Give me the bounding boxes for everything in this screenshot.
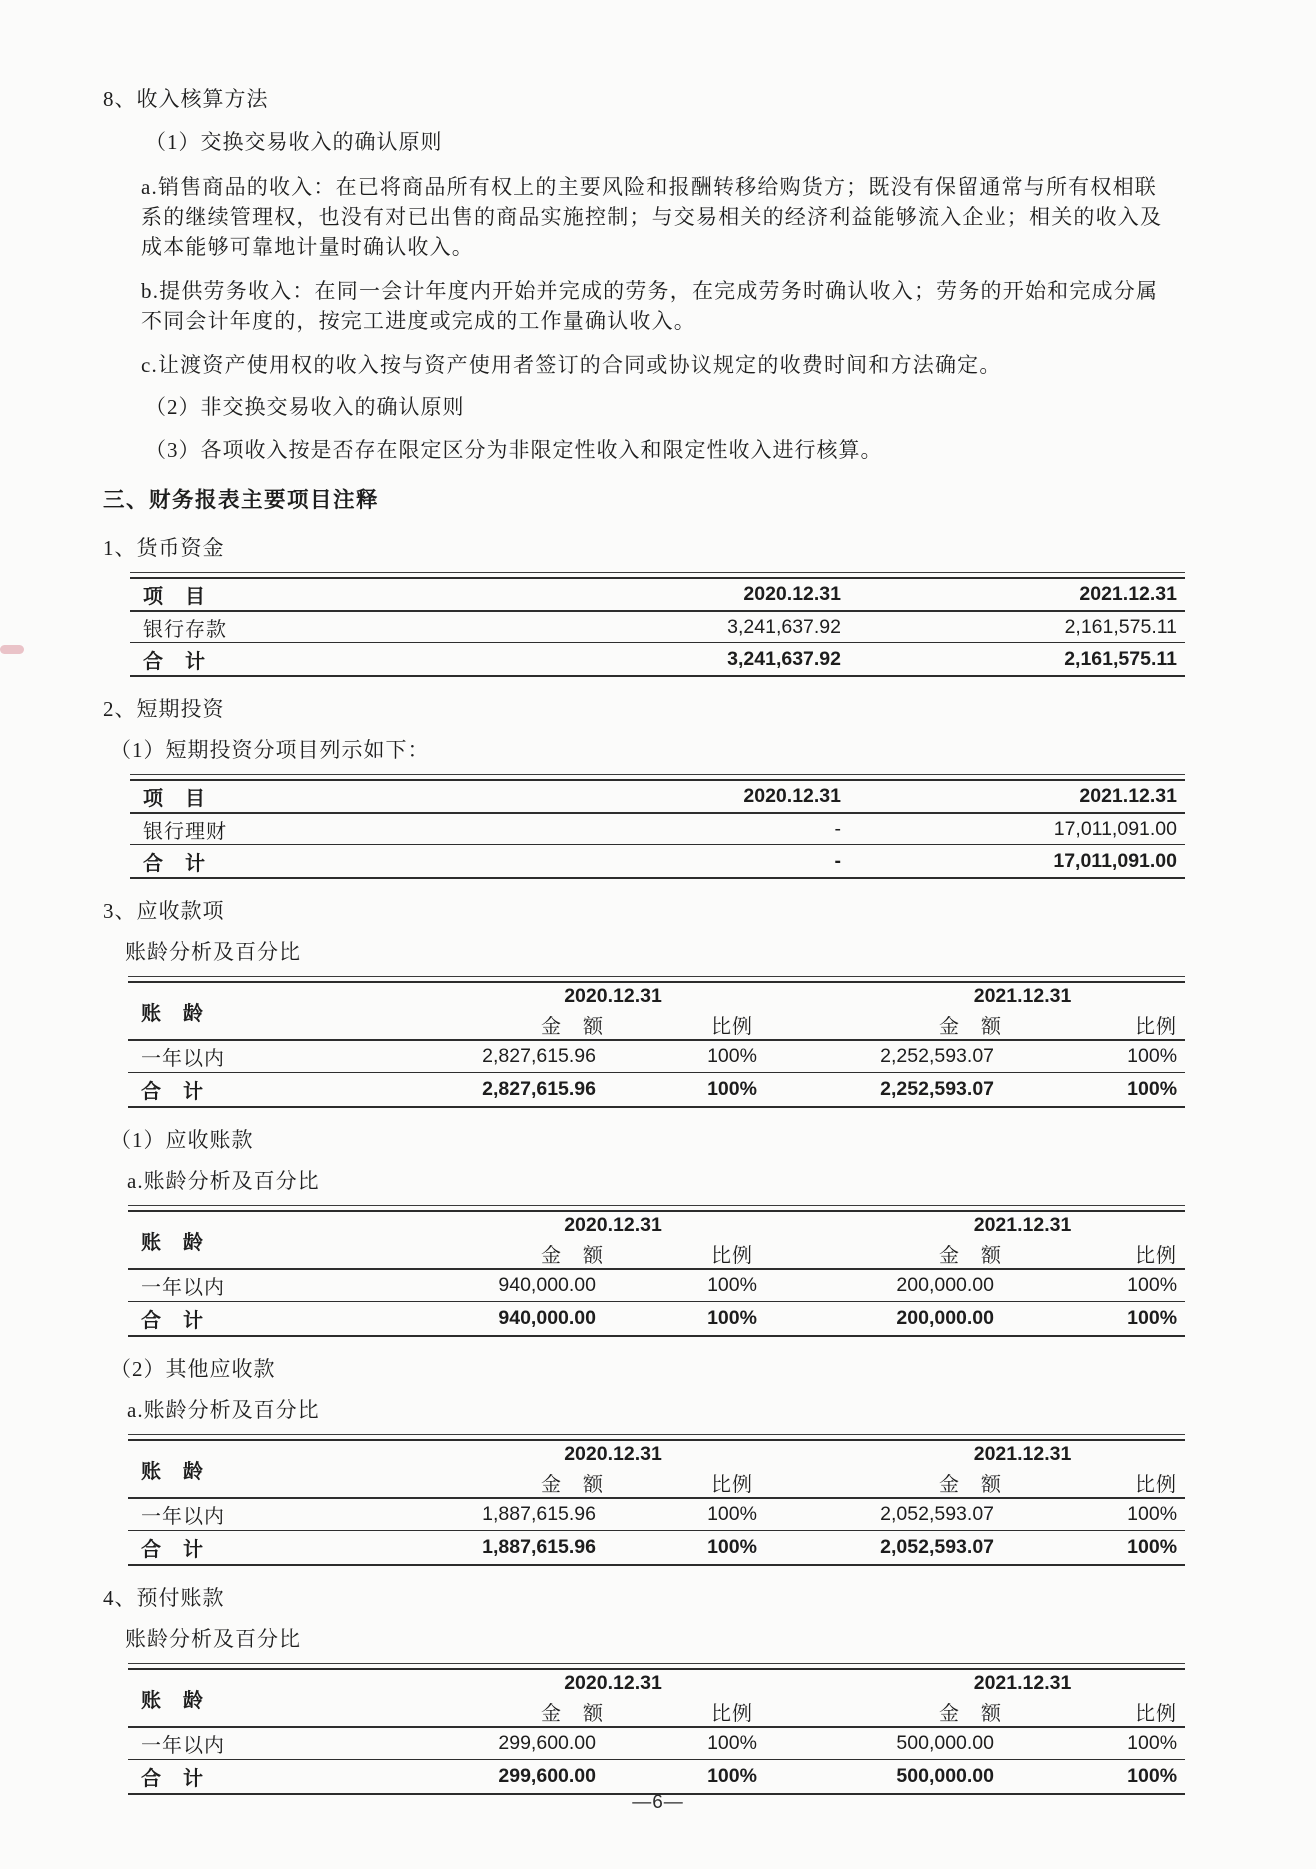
table-row — [128, 1269, 1185, 1302]
amount-value: 200,000.00 — [896, 1307, 995, 1329]
ratio-value: 100% — [1002, 1269, 1185, 1302]
document-body — [103, 84, 1195, 1795]
column-header-2020: 2020.12.31 — [564, 985, 662, 1007]
row-label: 一年以内 — [128, 1040, 438, 1073]
ratio-value: 100% — [1002, 1498, 1185, 1531]
note-4-title: 4、预付账款 — [103, 1586, 225, 1610]
ratio-value: 100% — [707, 1536, 757, 1558]
column-header-ratio: 比例 — [1002, 1468, 1185, 1498]
note-2-subtitle: （1）短期投资分项目列示如下： — [110, 738, 430, 762]
column-header-amount: 金 额 — [860, 1697, 1002, 1727]
column-header-item: 项 目 — [130, 578, 490, 611]
column-header-amount: 金 额 — [860, 1010, 1002, 1040]
column-header-2020: 2020.12.31 — [490, 780, 849, 813]
paragraph-sales-revenue — [141, 172, 1195, 262]
column-header-2021: 2021.12.31 — [849, 578, 1185, 611]
table-total-row — [128, 1531, 1185, 1566]
column-header-2021: 2021.12.31 — [973, 1672, 1072, 1694]
column-header-ratio: 比例 — [604, 1697, 860, 1727]
financial-table — [128, 981, 1185, 1108]
table-row — [128, 1040, 1185, 1073]
row-label: 银行理财 — [130, 813, 490, 845]
cash-table — [130, 572, 1185, 677]
amount-value: 940,000.00 — [438, 1269, 604, 1302]
column-header-2021: 2021.12.31 — [973, 1214, 1072, 1236]
column-header-2020: 2020.12.31 — [564, 1672, 662, 1694]
financial-table — [128, 1210, 1185, 1337]
amount-value: 2,252,593.07 — [860, 1040, 1002, 1073]
column-header-ratio: 比例 — [1002, 1239, 1185, 1269]
note-4-subtitle: 账龄分析及百分比 — [125, 1627, 301, 1651]
table-row — [130, 611, 1185, 643]
amount-value: 17,011,091.00 — [1053, 849, 1177, 872]
paragraph-line: 不同会计年度的，按完工进度或完成的工作量确认收入。 — [141, 309, 696, 333]
amount-value: - — [490, 813, 849, 845]
row-label: 合 计 — [141, 1310, 204, 1332]
note-3-2-subtitle: a.账龄分析及百分比 — [127, 1398, 320, 1422]
row-label: 合 计 — [141, 1539, 204, 1561]
financial-table — [130, 779, 1185, 879]
row-label: 合 计 — [143, 650, 206, 673]
ratio-value: 100% — [604, 1727, 860, 1760]
ratio-value: 100% — [707, 1078, 757, 1100]
ratio-value: 100% — [604, 1040, 860, 1073]
row-label: 合 计 — [141, 1081, 204, 1103]
ratio-value: 100% — [1002, 1727, 1185, 1760]
paragraph-line: 系的继续管理权，也没有对已出售的商品实施控制；与交易相关的经济利益能够流入企业；相关的收入及 — [141, 205, 1163, 229]
ratio-value: 100% — [707, 1765, 757, 1787]
column-header-amount: 金 额 — [438, 1239, 604, 1269]
amount-value: 500,000.00 — [860, 1727, 1002, 1760]
section-3-heading: 三、财务报表主要项目注释 — [103, 488, 380, 512]
column-header-amount: 金 额 — [438, 1697, 604, 1727]
other-receivables-aging-table — [128, 1434, 1185, 1566]
column-header-aging: 账 龄 — [128, 1211, 438, 1269]
column-header-ratio: 比例 — [604, 1239, 860, 1269]
table-total-row — [130, 643, 1185, 677]
amount-value: 2,252,593.07 — [880, 1078, 995, 1100]
table-header-row — [128, 982, 1185, 1010]
note-3-2-title: （2）其他应收款 — [110, 1357, 276, 1381]
row-label: 一年以内 — [128, 1269, 438, 1302]
amount-value: 1,887,615.96 — [482, 1536, 596, 1558]
note-1-title: 1、货币资金 — [103, 536, 225, 560]
amount-value: 200,000.00 — [860, 1269, 1002, 1302]
column-header-ratio: 比例 — [1002, 1697, 1185, 1727]
section-8-heading: 8、收入核算方法 — [103, 87, 269, 111]
paragraph-line: 成本能够可靠地计量时确认收入。 — [141, 235, 474, 259]
accounts-receivable-aging-table — [128, 1205, 1185, 1337]
section-8-item-1: （1）交换交易收入的确认原则 — [145, 130, 443, 154]
column-header-amount: 金 额 — [438, 1468, 604, 1498]
financial-table — [130, 577, 1185, 677]
page-number: —6— — [632, 1792, 684, 1813]
amount-value: 2,052,593.07 — [860, 1498, 1002, 1531]
table-total-row — [128, 1760, 1185, 1795]
table-row — [128, 1727, 1185, 1760]
column-header-aging: 账 龄 — [128, 982, 438, 1040]
column-header-2021: 2021.12.31 — [849, 780, 1185, 813]
ratio-value: 100% — [707, 1307, 757, 1329]
amount-value: 3,241,637.92 — [727, 647, 841, 670]
table-row — [128, 1498, 1185, 1531]
table-header-row — [128, 1211, 1185, 1239]
column-header-2020: 2020.12.31 — [564, 1214, 662, 1236]
note-3-1-title: （1）应收账款 — [110, 1128, 254, 1152]
amount-value: 2,161,575.11 — [1064, 647, 1177, 670]
amount-value: 2,827,615.96 — [482, 1078, 596, 1100]
column-header-amount: 金 额 — [860, 1468, 1002, 1498]
receivables-aging-table — [128, 976, 1185, 1108]
ratio-value: 100% — [1127, 1307, 1178, 1329]
note-3-1-subtitle: a.账龄分析及百分比 — [127, 1169, 320, 1193]
amount-value: 299,600.00 — [438, 1727, 604, 1760]
amount-value: 500,000.00 — [896, 1765, 995, 1787]
column-header-ratio: 比例 — [604, 1010, 860, 1040]
amount-value: 940,000.00 — [498, 1307, 596, 1329]
table-total-row — [128, 1073, 1185, 1108]
note-3-subtitle: 账龄分析及百分比 — [125, 940, 301, 964]
red-scan-mark — [0, 645, 24, 654]
table-header-row — [130, 578, 1185, 611]
row-label: 一年以内 — [128, 1498, 438, 1531]
note-2-title: 2、短期投资 — [103, 697, 225, 721]
paragraph-service-revenue — [141, 276, 1195, 336]
amount-value: 2,052,593.07 — [880, 1536, 995, 1558]
column-header-2021: 2021.12.31 — [973, 1443, 1072, 1465]
table-header-row — [130, 780, 1185, 813]
paragraph-line: b.提供劳务收入：在同一会计年度内开始并完成的劳务，在完成劳务时确认收入；劳务的开始和完成分属 — [141, 279, 1159, 303]
column-header-2020: 2020.12.31 — [490, 578, 849, 611]
ratio-value: 100% — [1127, 1078, 1178, 1100]
ratio-value: 100% — [1127, 1765, 1178, 1787]
row-label: 合 计 — [141, 1768, 204, 1790]
column-header-aging: 账 龄 — [128, 1669, 438, 1727]
amount-value: 2,161,575.11 — [849, 611, 1185, 643]
amount-value: 2,827,615.96 — [438, 1040, 604, 1073]
financial-table — [128, 1439, 1185, 1566]
amount-value: 17,011,091.00 — [849, 813, 1185, 845]
paragraph-line: a.销售商品的收入：在已将商品所有权上的主要风险和报酬转移给购货方；既没有保留通常与所有权相联 — [141, 175, 1157, 199]
ratio-value: 100% — [1002, 1040, 1185, 1073]
short-term-investment-table — [130, 774, 1185, 879]
financial-table — [128, 1668, 1185, 1795]
column-header-2021: 2021.12.31 — [973, 985, 1072, 1007]
column-header-ratio: 比例 — [604, 1468, 860, 1498]
amount-value: 299,600.00 — [498, 1765, 596, 1787]
column-header-amount: 金 额 — [438, 1010, 604, 1040]
section-8-item-3: （3）各项收入按是否存在限定区分为非限定性收入和限定性收入进行核算。 — [145, 438, 883, 462]
table-header-row — [128, 1440, 1185, 1468]
column-header-aging: 账 龄 — [128, 1440, 438, 1498]
ratio-value: 100% — [604, 1269, 860, 1302]
table-row — [130, 813, 1185, 845]
amount-value: 3,241,637.92 — [490, 611, 849, 643]
table-total-row — [130, 845, 1185, 879]
note-3-title: 3、应收款项 — [103, 899, 225, 923]
column-header-ratio: 比例 — [1002, 1010, 1185, 1040]
column-header-2020: 2020.12.31 — [564, 1443, 662, 1465]
section-8-item-2: （2）非交换交易收入的确认原则 — [145, 395, 465, 419]
prepayments-aging-table — [128, 1663, 1185, 1795]
row-label: 合 计 — [143, 852, 206, 875]
column-header-amount: 金 额 — [860, 1239, 1002, 1269]
amount-value: - — [834, 849, 841, 872]
column-header-item: 项 目 — [130, 780, 490, 813]
ratio-value: 100% — [1127, 1536, 1178, 1558]
table-total-row — [128, 1302, 1185, 1337]
ratio-value: 100% — [604, 1498, 860, 1531]
paragraph-asset-use-revenue: c.让渡资产使用权的收入按与资产使用者签订的合同或协议规定的收费时间和方法确定。 — [141, 353, 1002, 377]
row-label: 银行存款 — [130, 611, 490, 643]
table-header-row — [128, 1669, 1185, 1697]
amount-value: 1,887,615.96 — [438, 1498, 604, 1531]
row-label: 一年以内 — [128, 1727, 438, 1760]
